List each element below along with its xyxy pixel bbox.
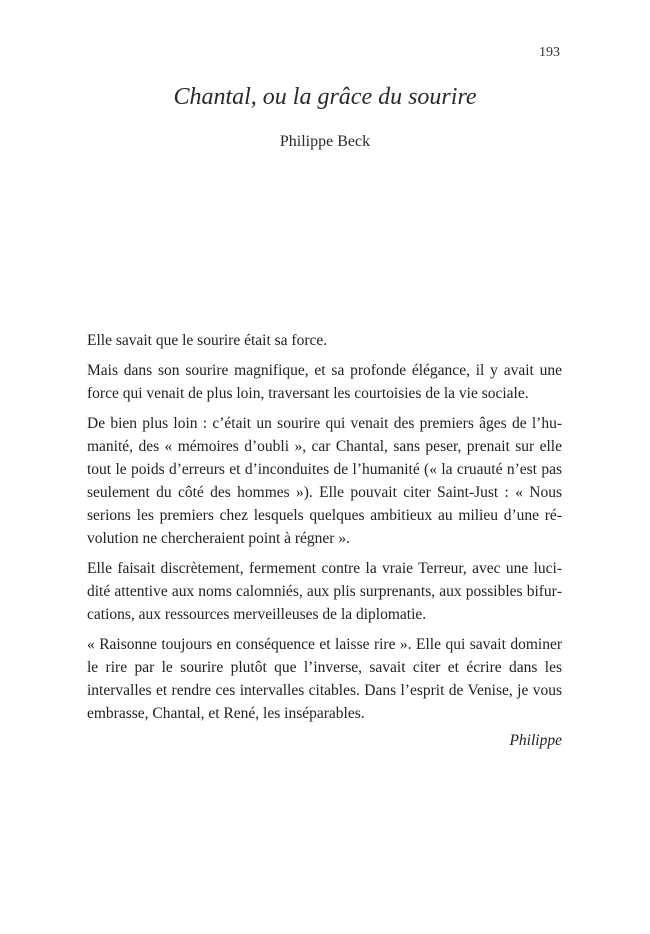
paragraph: Mais dans son sourire magnifique, et sa profonde élégance, il y avait une force qui venait de plus loin, traversant les courtoisies de la vie sociale. <box>87 362 562 402</box>
paragraph: « Raisonne toujours en conséquence et laisse rire ». Elle qui savait dominer le rire par le sourire plutôt que l’inverse, savait citer et écrire dans les intervalles et rendre ces intervalles citables. Dans l’esprit de Venise, je vous embrasse, Chantal, et René, les inséparables. <box>87 636 562 722</box>
author-name: Philippe Beck <box>279 133 371 150</box>
paragraph: Elle savait que le sourire était sa force. <box>87 332 328 349</box>
paragraph: De bien plus loin : c’était un sourire qui venait des premiers âges de l’humanité, des « mémoires d’oubli », car Chantal, sans peser, prenait sur elle tout le poids d’erreurs et d’inconduites de l’humanité (« la cruauté n’est pas seulement du côté des hommes »). Elle pouvait citer Saint-Just : « Nous serions les premiers chez lesquels quelques ambitieux au milieu d’une révolution ne chercheraient point à régner ». <box>87 415 562 547</box>
page-number: 193 <box>539 45 560 60</box>
page-title: Chantal, ou la grâce du sourire <box>173 84 477 110</box>
paragraph: Elle faisait discrètement, fermement contre la vraie Terreur, avec une lucidité attentive aux noms calomniés, aux plis surprenants, aux possibles bifurcations, aux ressources merveilleuses de la diplomatie. <box>87 560 562 623</box>
body-text <box>87 329 562 752</box>
signature: Philippe <box>509 732 562 749</box>
